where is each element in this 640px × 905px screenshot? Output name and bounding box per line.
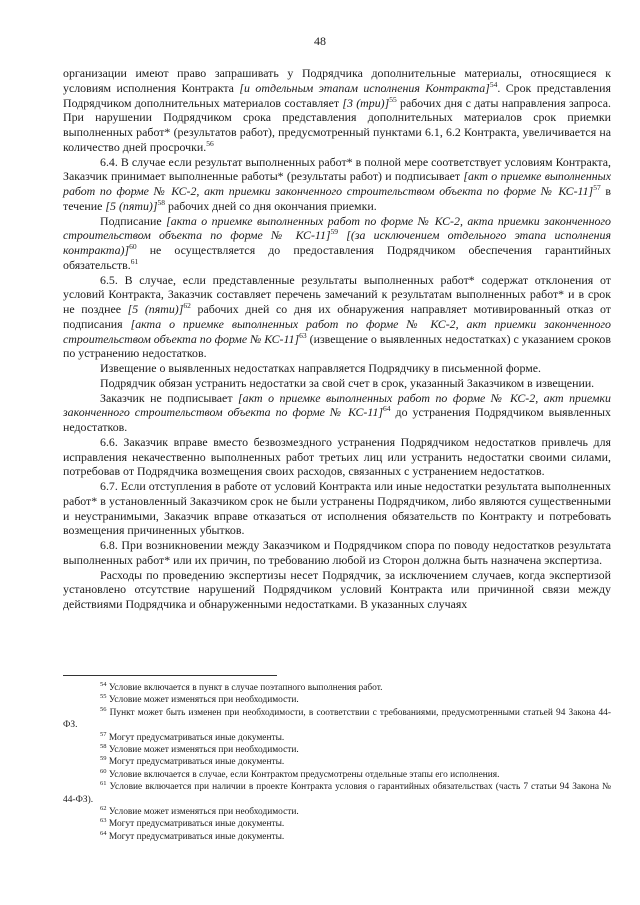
footnote-ref: 57 [593, 183, 601, 193]
italic-text: [5 (пяти)] [105, 198, 158, 213]
paragraph [63, 361, 611, 376]
italic-text: [3 (три)] [342, 95, 390, 110]
footnote-text: Могут предусматриваться иные документы. [106, 819, 285, 830]
footnote-number: 62 [100, 804, 107, 812]
footnote-text: Условие может изменяться при необходимости. [106, 695, 299, 706]
text-run: 6.5. В случае, если представленные результаты выполненных работ* содержат отклонения от условий Контракта, Заказчик составляет перечень замечаний к результатам выполненных работ* и в срок не позднее [63, 272, 611, 316]
paragraph [63, 273, 611, 362]
paragraph [63, 479, 611, 538]
text-run: 6.8. При возникновении между Заказчиком и Подрядчиком спора по поводу недостатков результата выполненных работ* или их причин, по требованию любой из Сторон должна быть назначена экспертиза. [63, 538, 611, 567]
paragraph [63, 155, 611, 214]
footnote [63, 707, 611, 732]
text-run: Расходы по проведению экспертизы несет Подрядчик, за исключением случаев, когда экспертизой установлено отсутствие нарушений Подрядчиком условий Контракта или причинной связи между действиями Подрядчика и обнаруженными недостатками. В указанных случаях [63, 567, 611, 611]
footnote [63, 682, 611, 694]
footnote-number: 63 [100, 817, 107, 825]
italic-text: [(за исключением отдельного этапа исполнения контракта)] [63, 228, 611, 257]
paragraph [63, 376, 611, 391]
text-run: . Срок представления Подрядчиком дополнительных материалов составляет [63, 80, 611, 110]
footnote [63, 756, 611, 768]
paragraph [63, 391, 611, 435]
footnote-number: 55 [100, 693, 107, 701]
text-run: Извещение о выявленных недостатках направляется Подрядчику в письменной форме. [100, 361, 542, 375]
text-run: рабочих дня с даты направления запроса. При нарушении Подрядчиком срока представления дополнительных материалов срок приемки выполненных работ* (результатов работ), предусмотренный пунктами 6.1, 6.2 Контракта, увеличивается на количество дней просрочки. [63, 95, 611, 154]
footnote-text: Условие включается при наличии в проекте Контракта условия о гарантийных обязательствах (часть 7 статьи 94 Закона № 44-ФЗ). [63, 782, 611, 805]
footnote-text: Могут предусматриваться иные документы. [106, 831, 285, 842]
italic-text: [и отдельным этапам исполнения Контракта] [239, 80, 490, 95]
footnote-ref: 58 [157, 197, 166, 207]
footnote [63, 694, 611, 706]
paragraph [63, 435, 611, 479]
footnote-ref: 64 [383, 404, 391, 414]
paragraph [63, 568, 611, 612]
footnote-number: 64 [100, 829, 107, 837]
footnote-number: 59 [100, 755, 107, 763]
footnote-text: Могут предусматриваться иные документы. [106, 757, 285, 768]
footnote-ref: 54 [489, 79, 498, 89]
italic-text: [акт о приемке выполненных работ по форме № КС-2, акт приемки законченного строительством объекта по форме № КС-11] [63, 169, 611, 198]
text-run: (извещение о выявленных недостатках) с указанием сроков по устранению недостатков. [63, 331, 611, 361]
text-run: Подписание [100, 213, 167, 228]
paragraph [63, 66, 611, 155]
footnote-text: Условие включается в пункт в случае поэтапного выполнения работ. [106, 683, 383, 693]
text-run: организации имеют право запрашивать у Подрядчика дополнительные материалы, относящиеся к условиям исполнения Контракта [63, 66, 611, 95]
text-run: не осуществляется до предоставления Подрядчиком обеспечения гарантийных обязательств. [63, 243, 611, 272]
footnote-text: Условие может изменяться при необходимости. [106, 807, 299, 818]
footnote-ref: 56 [206, 138, 214, 148]
footnote-number: 61 [100, 780, 107, 788]
footnote-ref: 61 [130, 256, 139, 266]
text-run: 6.4. В случае если результат выполненных работ* в полной мере соответствует условиям Контракта, Заказчик принимает выполненные работы* (результаты работ) и подписывает [63, 154, 611, 184]
footnote [63, 781, 611, 806]
footnote-number: 57 [100, 730, 107, 738]
footnote [63, 818, 611, 830]
text-run: 6.6. Заказчик вправе вместо безвозмездного устранения Подрядчиком недостатков привлечь для исправления некачественно выполненных работ третьих лиц или устранить недостатки своими силами, потребовав от Подрядчика возмещения своих расходов, связанных с устранением недостатков. [63, 434, 611, 479]
footnote [63, 744, 611, 756]
footnote-ref: 55 [389, 94, 397, 104]
text-run: рабочих дней со дня окончания приемки. [165, 198, 377, 213]
italic-text: [акта о приемке выполненных работ по форме № КС-2, акт приемки законченного строительством объекта по форме № КС-11] [63, 316, 611, 346]
footnote [63, 769, 611, 781]
footnote-text: Условие включается в случае, если Контрактом предусмотрены отдельные этапы его исполнения. [106, 769, 500, 780]
footnotes [63, 682, 611, 843]
footnote-ref: 59 [330, 227, 339, 237]
footnote-number: 60 [100, 767, 107, 775]
text-run: Заказчик не подписывает [100, 390, 239, 405]
paragraph [63, 538, 611, 568]
footnote-text: Условие может изменяться при необходимости. [106, 745, 299, 756]
text-run: Подрядчик обязан устранить недостатки за свой счет в срок, указанный Заказчиком в извещении. [100, 375, 595, 390]
page-number: 48 [314, 34, 326, 48]
italic-text: [акта о приемке выполненных работ по форме № КС-2, акта приемки законченного строительством объекта по форме № КС-11] [63, 213, 611, 243]
text-run: до устранения Подрядчиком выявленных недостатков. [63, 405, 611, 434]
footnote-number: 56 [100, 705, 107, 713]
footnote-ref: 62 [183, 301, 191, 311]
document-body [63, 66, 611, 612]
footnote [63, 806, 611, 818]
footnote [63, 831, 611, 843]
text-run: в течение [63, 184, 611, 213]
italic-text: [5 (пяти)] [127, 302, 184, 316]
footnote-ref: 60 [129, 242, 137, 252]
text-run: рабочих дней со дня их обнаружения направляет мотивированный отказ от подписания [63, 302, 611, 331]
footnote-number: 54 [100, 680, 107, 688]
footnote-separator [63, 675, 277, 676]
paragraph [63, 214, 611, 273]
italic-text: [акт о приемке выполненных работ по форме № КС-2, акт приемки законченного строительством объекта по форме № КС-11] [63, 390, 612, 420]
footnote-text: Могут предусматриваться иные документы. [106, 732, 285, 743]
footnote-number: 58 [100, 742, 107, 750]
footnote [63, 732, 611, 744]
text-run: 6.7. Если отступления в работе от условий Контракта или иные недостатки результата выполненных работ* в установленный Заказчиком срок не были устранены Подрядчиком, либо являются существенными и неустранимыми, Заказчик вправе отказаться от исполнения обязательств по Контракту и потребовать возмещения причиненных убытков. [63, 479, 611, 538]
footnote-text: Пункт может быть изменен при необходимости, в соответствии с требованиями, предусмотренными статьей 94 Закона 44-ФЗ. [63, 707, 611, 731]
footnote-ref: 63 [299, 330, 307, 340]
